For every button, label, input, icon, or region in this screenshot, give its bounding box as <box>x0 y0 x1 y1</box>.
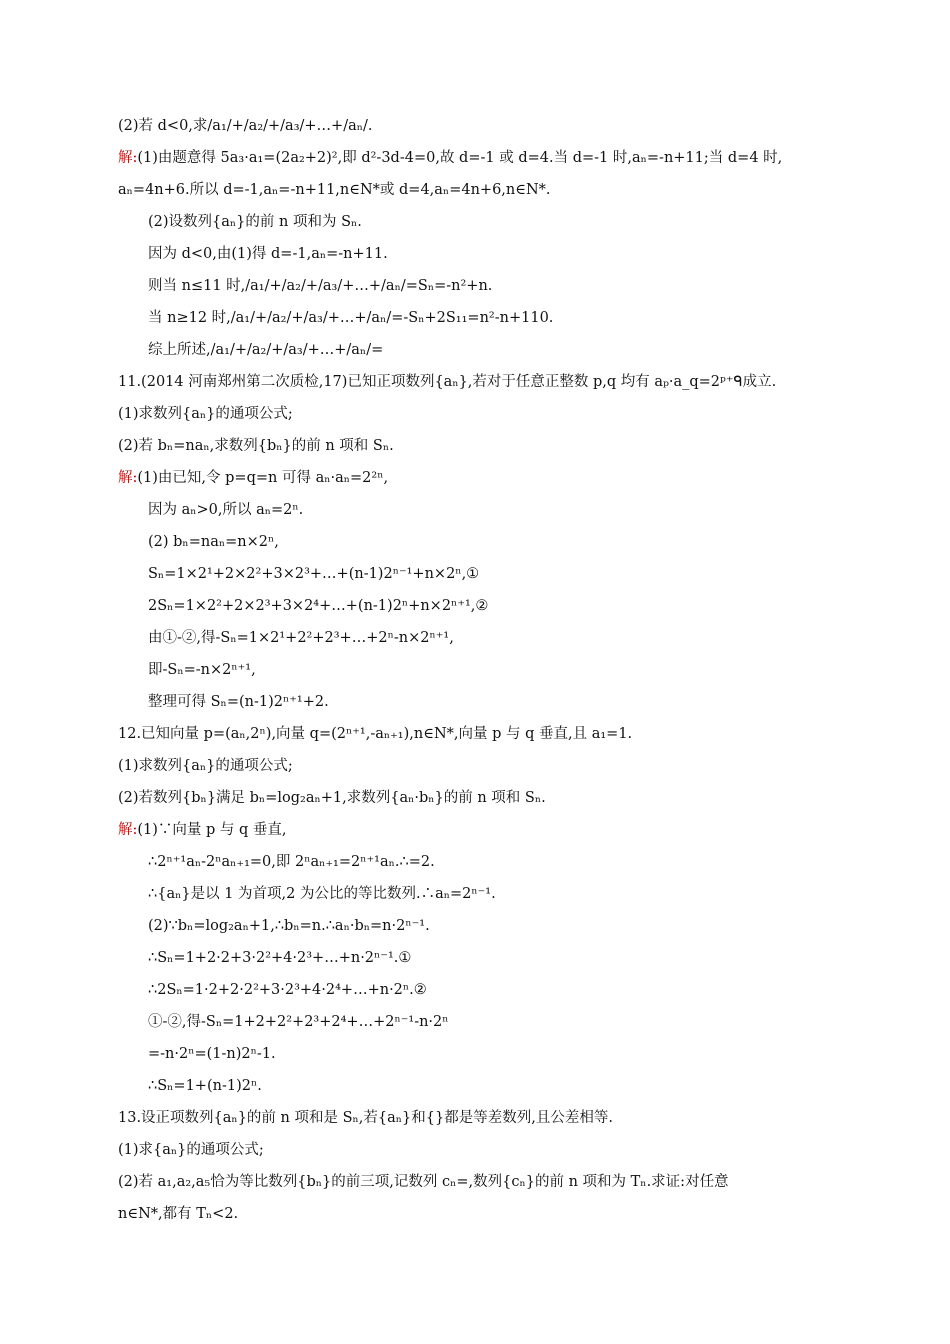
text-line: Sₙ=1×2¹+2×2²+3×2³+…+(n-1)2ⁿ⁻¹+n×2ⁿ,① <box>148 566 480 582</box>
text-line: aₙ=4n+6.所以 d=-1,aₙ=-n+11,n∈N*或 d=4,aₙ=4n+6,n∈N*. <box>118 182 551 198</box>
text-line: 综上所述,/a₁/+/a₂/+/a₃/+…+/aₙ/= <box>148 342 384 358</box>
text-line: 因为 d<0,由(1)得 d=-1,aₙ=-n+11. <box>148 246 388 262</box>
text-line: 整理可得 Sₙ=(n-1)2ⁿ⁺¹+2. <box>148 694 329 710</box>
text-line <box>118 149 782 167</box>
text-line: (2)若 d<0,求/a₁/+/a₂/+/a₃/+…+/aₙ/. <box>118 118 373 134</box>
text-line: ∴2ⁿ⁺¹aₙ-2ⁿaₙ₊₁=0,即 2ⁿaₙ₊₁=2ⁿ⁺¹aₙ.∴=2. <box>148 854 435 870</box>
text-line: ∴2Sₙ=1·2+2·2²+3·2³+4·2⁴+…+n·2ⁿ.② <box>148 982 427 998</box>
text-line: (1)求{aₙ}的通项公式; <box>118 1142 264 1158</box>
text-line: 由①-②,得-Sₙ=1×2¹+2²+2³+…+2ⁿ-n×2ⁿ⁺¹, <box>148 630 454 646</box>
text-line: (2)若数列{bₙ}满足 bₙ=log₂aₙ+1,求数列{aₙ·bₙ}的前 n 项和 Sₙ. <box>118 790 546 806</box>
text-line <box>118 821 287 839</box>
text-line: (2)若 a₁,a₂,a₅恰为等比数列{bₙ}的前三项,记数列 cₙ=,数列{cₙ}的前 n 项和为 Tₙ.求证:对任意 <box>118 1174 729 1190</box>
text-line: (1)求数列{aₙ}的通项公式; <box>118 406 293 422</box>
text-line: ∴{aₙ}是以 1 为首项,2 为公比的等比数列.∴aₙ=2ⁿ⁻¹. <box>148 886 496 902</box>
text-line <box>118 469 388 487</box>
text-line: (2) bₙ=naₙ=n×2ⁿ, <box>148 534 279 550</box>
text-line: 2Sₙ=1×2²+2×2³+3×2⁴+…+(n-1)2ⁿ+n×2ⁿ⁺¹,② <box>148 598 489 614</box>
problem-12-heading: 12.已知向量 p=(aₙ,2ⁿ),向量 q=(2ⁿ⁺¹,-aₙ₊₁),n∈N*,向量 p 与 q 垂直,且 a₁=1. <box>118 726 633 742</box>
text-line: 当 n≥12 时,/a₁/+/a₂/+/a₃/+…+/aₙ/=-Sₙ+2S₁₁=n²-n+110. <box>148 310 554 326</box>
text-line: ①-②,得-Sₙ=1+2+2²+2³+2⁴+…+2ⁿ⁻¹-n·2ⁿ <box>148 1014 449 1030</box>
solution-label: 解: <box>118 470 138 486</box>
text-line: =-n·2ⁿ=(1-n)2ⁿ-1. <box>148 1046 276 1062</box>
text-line: (2)设数列{aₙ}的前 n 项和为 Sₙ. <box>148 214 362 230</box>
text-content: (1)∵向量 p 与 q 垂直, <box>137 822 287 838</box>
text-content: (1)由题意得 5a₃·a₁=(2a₂+2)²,即 d²-3d-4=0,故 d=-1 或 d=4.当 d=-1 时,aₙ=-n+11;当 d=4 时, <box>137 150 783 166</box>
solution-label: 解: <box>118 150 138 166</box>
problem-13-heading: 13.设正项数列{aₙ}的前 n 项和是 Sₙ,若{aₙ}和{}都是等差数列,且公差相等. <box>118 1110 613 1126</box>
text-line: 即-Sₙ=-n×2ⁿ⁺¹, <box>148 662 256 678</box>
text-line: (2)若 bₙ=naₙ,求数列{bₙ}的前 n 项和 Sₙ. <box>118 438 394 454</box>
text-line: ∴Sₙ=1+(n-1)2ⁿ. <box>148 1078 262 1094</box>
text-line: 则当 n≤11 时,/a₁/+/a₂/+/a₃/+…+/aₙ/=Sₙ=-n²+n. <box>148 278 493 294</box>
text-line: n∈N*,都有 Tₙ<2. <box>118 1206 239 1222</box>
text-content: (1)由已知,令 p=q=n 可得 aₙ·aₙ=2²ⁿ, <box>137 470 389 486</box>
problem-11-heading: 11.(2014 河南郑州第二次质检,17)已知正项数列{aₙ},若对于任意正整数 p,q 均有 aₚ·a_q=2ᵖ⁺ᑫ成立. <box>118 374 777 390</box>
text-line: ∴Sₙ=1+2·2+3·2²+4·2³+…+n·2ⁿ⁻¹.① <box>148 950 412 966</box>
text-line: 因为 aₙ>0,所以 aₙ=2ⁿ. <box>148 502 304 518</box>
text-line: (2)∵bₙ=log₂aₙ+1,∴bₙ=n.∴aₙ·bₙ=n·2ⁿ⁻¹. <box>148 918 430 934</box>
solution-label: 解: <box>118 822 138 838</box>
text-line: (1)求数列{aₙ}的通项公式; <box>118 758 293 774</box>
